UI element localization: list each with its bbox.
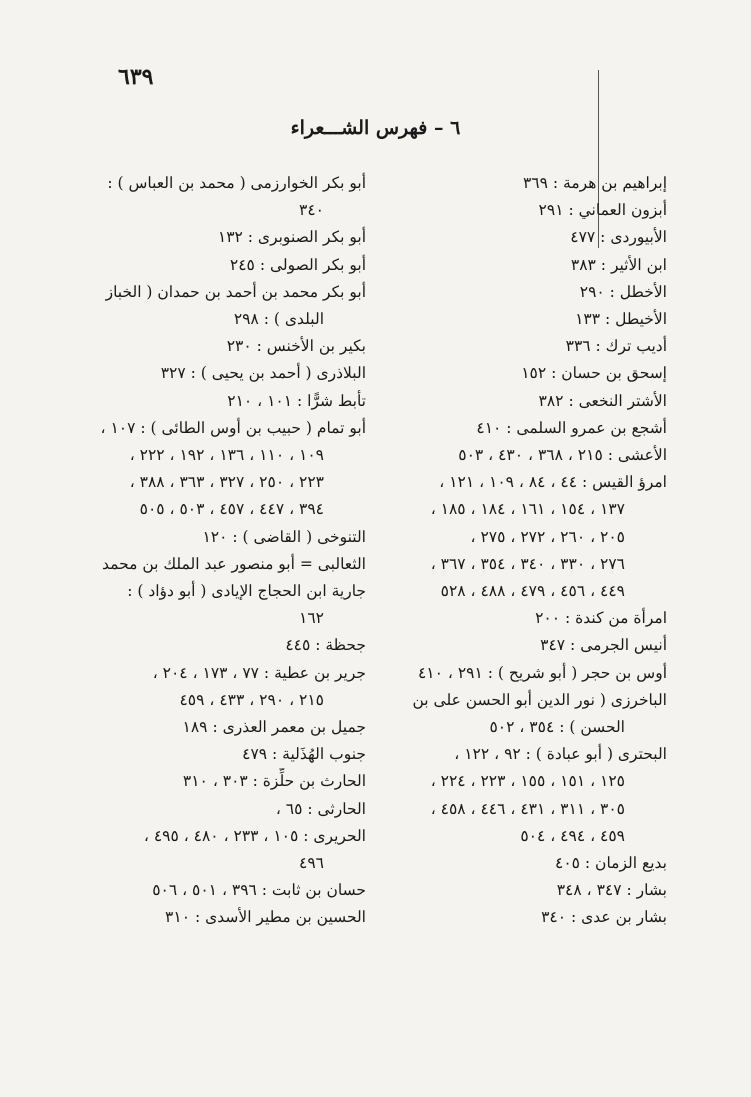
- index-entry: جارية ابن الحجاج الإيادى ( أبو دؤاد ) :: [127, 582, 366, 601]
- index-entry: بشار : ٣٤٧ ، ٣٤٨: [556, 881, 667, 900]
- index-entry: بديع الزمان : ٤٠٥: [555, 854, 667, 873]
- index-entry: أديب ترك : ٣٣٦: [565, 337, 667, 356]
- index-entry: الحارث بن حلِّزة : ٣٠٣ ، ٣١٠: [182, 772, 366, 791]
- index-entry: البلدى ) : ٢٩٨: [233, 310, 324, 329]
- index-entry: ٢٠٥ ، ٢٦٠ ، ٢٧٢ ، ٢٧٥ ،: [470, 527, 625, 546]
- index-entry: البحترى ( أبو عبادة ) : ٩٢ ، ١٢٢ ،: [454, 745, 667, 764]
- index-entry: إسحق بن حسان : ١٥٢: [521, 364, 667, 383]
- index-entry: إبراهيم بن هرمة : ٣٦٩: [522, 174, 667, 192]
- index-entry: ٣٤٠: [299, 201, 324, 220]
- index-entry: ٤٩٦: [299, 854, 324, 873]
- index-entry: ٤٤٩ ، ٤٥٦ ، ٤٧٩ ، ٤٨٨ ، ٥٢٨: [440, 582, 625, 601]
- index-entry: الحسن ) : ٣٥٤ ، ٥٠٢: [489, 718, 625, 737]
- index-entry: بشار بن عدى : ٣٤٠: [541, 908, 667, 927]
- index-column-left: [96, 170, 366, 932]
- index-entry: ١٣٧ ، ١٥٤ ، ١٦١ ، ١٨٤ ، ١٨٥ ،: [430, 500, 625, 519]
- index-entry: ٣٠٥ ، ٣١١ ، ٤٣١ ، ٤٤٦ ، ٤٥٨ ،: [430, 799, 625, 818]
- index-entry: ٢٢٣ ، ٢٥٠ ، ٣٢٧ ، ٣٦٣ ، ٣٨٨ ،: [129, 473, 324, 492]
- index-entry: أبو بكر الصولى : ٢٤٥: [229, 255, 366, 274]
- index-entry: ابن الأثير : ٣٨٣: [570, 255, 667, 274]
- index-entry: أنيس الجرمى : ٣٤٧: [540, 636, 667, 655]
- index-entry: ٢٧٦ ، ٣٣٠ ، ٣٤٠ ، ٣٥٤ ، ٣٦٧ ،: [430, 554, 625, 573]
- index-entry: تأبط شرًّا : ١٠١ ، ٢١٠: [227, 391, 366, 410]
- index-entry: أبو بكر محمد بن أحمد بن حمدان ( الخباز: [105, 282, 366, 301]
- page-number: ٦٣٩: [118, 64, 154, 90]
- index-entry: الثعالبى = أبو منصور عبد الملك بن محمد: [101, 554, 366, 573]
- index-entry: ١٦٢: [299, 609, 324, 628]
- index-entry: الحارثى : ٦٥ ،: [275, 799, 366, 818]
- index-entry: ٣٩٤ ، ٤٤٧ ، ٤٥٧ ، ٥٠٣ ، ٥٠٥: [139, 500, 324, 519]
- index-entry: الأخيطل : ١٣٣: [575, 310, 667, 329]
- index-entry: جنوب الهُذَلية : ٤٧٩: [242, 745, 366, 764]
- index-entry: حسان بن ثابت : ٣٩٦ ، ٥٠١ ، ٥٠٦: [152, 881, 366, 900]
- index-entry: أبو بكر الصنوبرى : ١٣٢: [217, 228, 366, 247]
- index-entry: الأخطل : ٢٩٠: [579, 282, 667, 301]
- index-entry: أشجع بن عمرو السلمى : ٤١٠: [476, 418, 667, 437]
- index-entry: الحريرى : ١٠٥ ، ٢٣٣ ، ٤٨٠ ، ٤٩٥ ،: [143, 826, 366, 845]
- index-entry: الباخرزى ( نور الدين أبو الحسن على بن: [412, 690, 667, 709]
- index-entry: البلاذرى ( أحمد بن يحيى ) : ٣٢٧: [160, 364, 366, 383]
- index-entry: الأشتر النخعى : ٣٨٢: [538, 391, 667, 410]
- index-entry: جحظة : ٤٤٥: [285, 636, 366, 655]
- index-entry: امرأة من كندة : ٢٠٠: [535, 609, 667, 628]
- index-entry: امرؤ القيس : ٤٤ ، ٨٤ ، ١٠٩ ، ١٢١ ،: [439, 473, 667, 492]
- index-entry: ٤٥٩ ، ٤٩٤ ، ٥٠٤: [520, 826, 625, 845]
- index-entry: جرير بن عطية : ٧٧ ، ١٧٣ ، ٢٠٤ ،: [152, 663, 366, 682]
- index-column-right: [367, 170, 667, 932]
- section-title: ٦ – فهرس الشـــعراء: [290, 117, 461, 139]
- index-entry: ١٢٥ ، ١٥١ ، ١٥٥ ، ٢٢٣ ، ٢٢٤ ،: [430, 772, 625, 791]
- index-entry: أبزون العماني : ٢٩١: [538, 201, 667, 220]
- index-entry: أبو بكر الخوارزمى ( محمد بن العباس ) :: [107, 174, 366, 192]
- index-entry: الأبيوردى : ٤٧٧: [570, 228, 667, 247]
- index-entry: بكير بن الأخنس : ٢٣٠: [226, 337, 366, 356]
- index-entry: التنوخى ( القاضى ) : ١٢٠: [202, 527, 366, 546]
- index-entry: الحسين بن مطير الأسدى : ٣١٠: [165, 908, 366, 927]
- index-entry: أوس بن حجر ( أبو شريح ) : ٢٩١ ، ٤١٠: [417, 663, 667, 682]
- index-entry: أبو تمام ( حبيب بن أوس الطائى ) : ١٠٧ ،: [100, 418, 366, 437]
- index-entry: جميل بن معمر العذرى : ١٨٩: [182, 718, 366, 737]
- index-entry: ١٠٩ ، ١١٠ ، ١٣٦ ، ١٩٢ ، ٢٢٢ ،: [129, 446, 324, 465]
- index-entry: الأعشى : ٢١٥ ، ٣٦٨ ، ٤٣٠ ، ٥٠٣: [458, 446, 667, 465]
- index-entry: ٢١٥ ، ٢٩٠ ، ٤٣٣ ، ٤٥٩: [179, 690, 324, 709]
